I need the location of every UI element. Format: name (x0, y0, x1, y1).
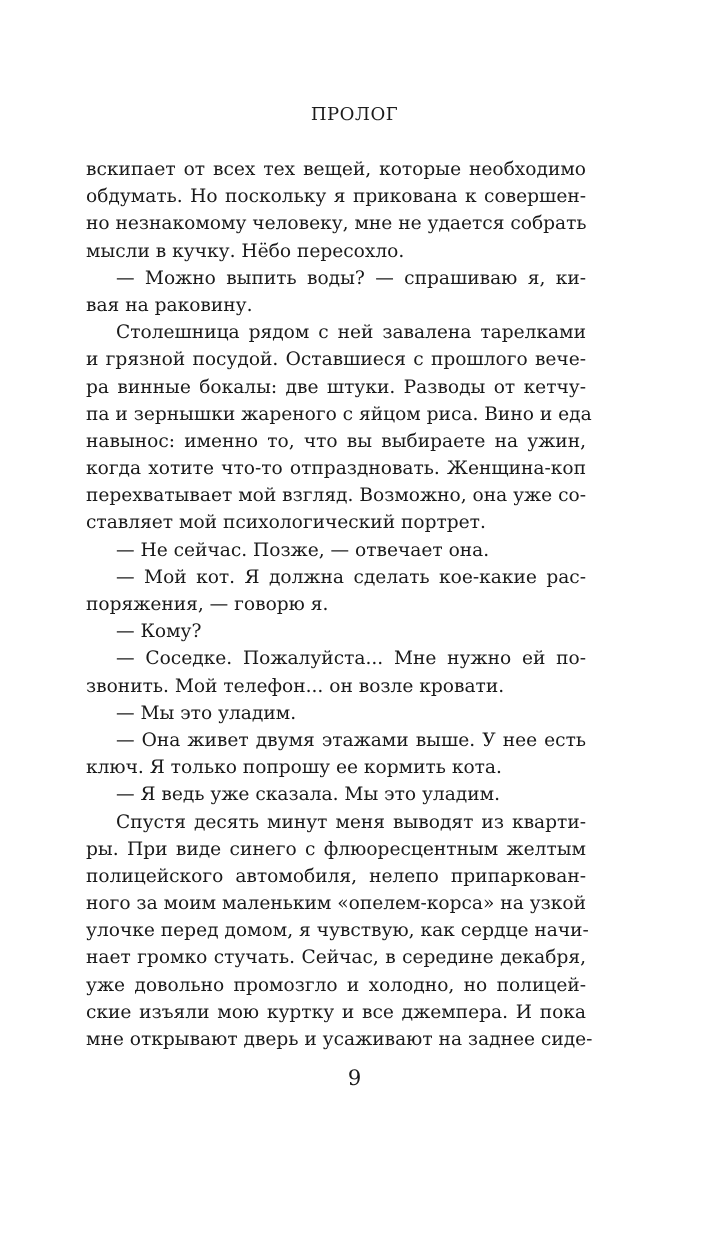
text-line: мне открывают дверь и усаживают на заднее сиде- (86, 1029, 593, 1050)
text-line: и грязной посудой. Оставшиеся с прошлого вече- (86, 349, 586, 371)
text-line: — Кому? (116, 621, 202, 643)
text-line: ключ. Я только попрошу ее кормить кота. (86, 757, 502, 779)
text-line: Спустя десять минут меня выводят из кварти- (116, 811, 586, 833)
text-line: когда хотите что-то отпраздновать. Женщина-коп (86, 458, 586, 480)
text-line: поряжения, — говорю я. (86, 594, 329, 615)
text-line: мысли в кучку. Нёбо пересохло. (86, 240, 405, 262)
text-line: — Можно выпить воды? — спрашиваю я, ки- (116, 267, 586, 289)
text-line: обдумать. Но поскольку я прикована к совершен- (86, 186, 586, 208)
text-line: — Соседке. Пожалуйста... Мне нужно ей по- (116, 648, 586, 670)
text-line: вскипает от всех тех вещей, которые необходимо (86, 159, 586, 180)
text-line: — Мы это уладим. (116, 702, 297, 724)
text-line: вая на раковину. (86, 294, 253, 316)
text-line: но незнакомому человеку, мне не удается собрать (86, 213, 587, 235)
text-line: па и зернышки жареного с яйцом риса. Вино и еда (86, 403, 592, 425)
text-line: звонить. Мой телефон... он возле кровати. (86, 675, 505, 697)
text-line: перехватывает мой взгляд. Возможно, она уже со- (86, 485, 586, 507)
text-line: ставляет мой психологический портрет. (86, 512, 486, 534)
body-text (86, 156, 593, 1053)
text-line: ра винные бокалы: две штуки. Разводы от кетчу- (86, 376, 586, 398)
text-line: улочке перед домом, я чувствую, как сердце начи- (86, 920, 589, 942)
text-line: — Не сейчас. Позже, — отвечает она. (116, 539, 490, 561)
text-line: полицейского автомобиля, нелепо припаркован- (86, 865, 586, 887)
page-number: 9 (347, 1066, 362, 1090)
text-line: — Мой кот. Я должна сделать кое-какие рас- (116, 566, 586, 588)
text-line: ры. При виде синего с флюоресцентным желтым (86, 838, 586, 860)
text-line: нает громко стучать. Сейчас, в середине декабря, (86, 947, 586, 969)
text-line: — Я ведь уже сказала. Мы это уладим. (116, 784, 501, 806)
text-line: навынос: именно то, что вы выбираете на ужин, (86, 430, 586, 452)
text-line: Столешница рядом с ней завалена тарелками (116, 322, 586, 344)
text-line: ного за моим маленьким «опелем-корса» на узкой (86, 893, 586, 915)
running-head: ПРОЛОГ (310, 104, 399, 125)
text-line: ские изъяли мою куртку и все джемпера. И пока (86, 1001, 586, 1023)
text-line: — Она живет двумя этажами выше. У нее есть (116, 729, 586, 751)
text-line: уже довольно промозгло и холодно, но полицей- (86, 974, 586, 996)
